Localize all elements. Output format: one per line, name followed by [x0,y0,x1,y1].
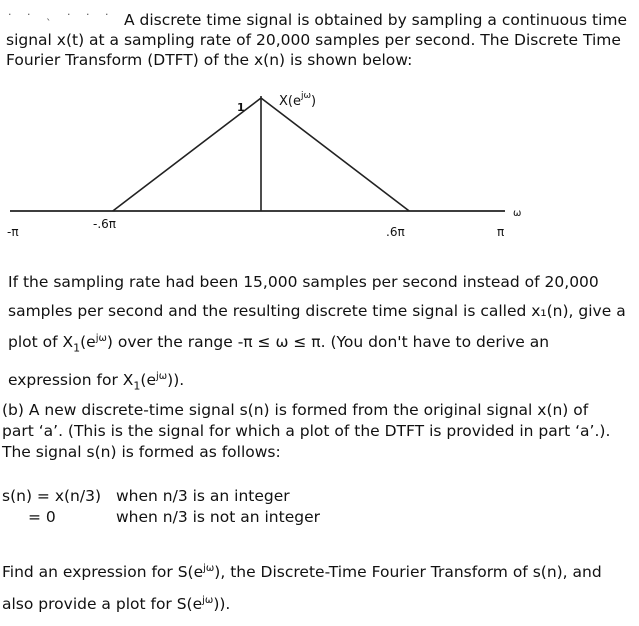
eq-row1-left: s(n) = x(n/3) [2,487,102,505]
intro-line-1: A discrete time signal is obtained by sampling a continuous time [124,11,628,29]
omega-label: ω [513,208,522,219]
tick-neg-pi: -π [7,225,19,239]
final-line-2: also provide a plot for $S(e^{j\omega})$). [2,594,231,613]
sn-definition [2,486,320,528]
part-a-line-3: plot of $X_1(e^{j\omega})$ over the range -π ≤ ω ≤ π. (You don't have to derive an [8,333,550,355]
eq-row2-left: = 0 [28,508,56,526]
tick-pos-pi: π [497,225,505,239]
tick-pos-0-6pi: .6π [386,225,405,239]
part-b-line-3: The signal s(n) is formed as follows: [2,443,281,461]
ylabel: $X(e^{j\omega})$ [279,91,317,109]
part-a-line-1: If the sampling rate had been 15,000 samples per second instead of 20,000 [8,273,599,291]
scan-artifact-dots: · · ˎ · · · [8,8,115,21]
part-a-line-4: expression for $X_1(e^{j\omega})$). [8,370,185,392]
eq-row1-right: when n/3 is an integer [116,487,290,505]
part-a-line-2: samples per second and the resulting discrete time signal is called x₁(n), give a [8,301,626,320]
intro-line-2: signal x(t) at a sampling rate of 20,000 samples per second. The Discrete Time [6,31,621,49]
part-b-line-1: (b) A new discrete-time signal s(n) is formed from the original signal x(n) of [2,401,589,419]
tick-neg-0-6pi: -.6π [93,217,117,231]
part-a-paragraph [8,268,626,401]
eq-row2-right: when n/3 is not an integer [116,508,320,526]
part-b-line-2: part ‘a’. (This is the signal for which a plot of the DTFT is provided in part ‘a’.). [2,422,611,440]
final-line-1: Find an expression for $S(e^{j\omega})$, the Discrete-Time Fourier Transform of s(n), and [2,563,602,582]
peak-label: 1 [237,101,245,114]
intro-paragraph [6,10,627,70]
part-b-paragraph [2,400,610,463]
final-question [2,555,602,618]
dtft-plot [0,78,639,248]
intro-line-3: Fourier Transform (DTFT) of the x(n) is shown below: [6,51,413,69]
